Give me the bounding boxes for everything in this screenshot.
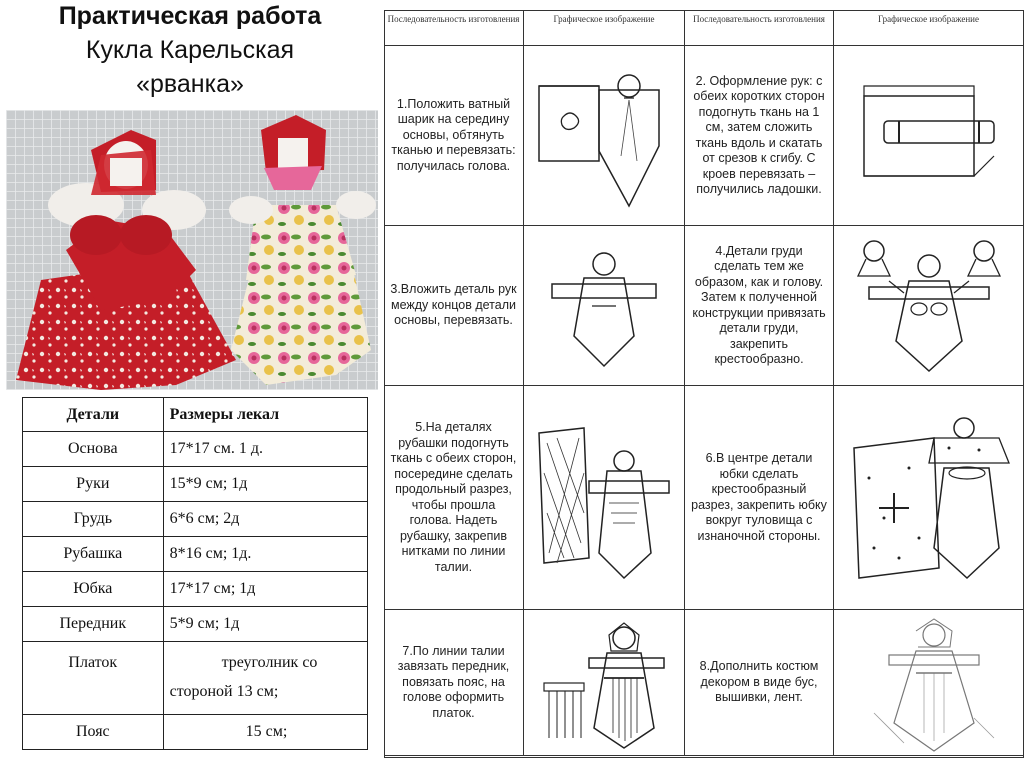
steps-table [384, 10, 1024, 758]
table-row [23, 537, 368, 572]
detail-size: 17*17 см. 1 д. [163, 432, 367, 467]
detail-size-line-2: стороной 13 см; [169, 683, 279, 700]
title-line-2: Кукла Карельская [85, 36, 295, 64]
header-sizes: Размеры лекал [163, 398, 367, 432]
steps-header-image-2: Графическое изображение [834, 10, 1023, 46]
detail-size: 17*17 см; 1д [163, 572, 367, 607]
step-5-text: 5.На деталях рубашки подогнуть ткань с обеих сторон, посередине сделать продольный разрез, чтобы прошла голова. Надеть рубашку, закрепив нитками по линии талии. [384, 386, 524, 610]
table-row [23, 715, 368, 750]
step-8-text: 8.Дополнить костюм декором в виде бус, вышивки, лент. [685, 610, 834, 756]
step-2-illustration [844, 76, 1014, 196]
steps-header-sequence-1: Последовательность изготовления [384, 10, 524, 46]
detail-size: 8*16 см; 1д. [163, 537, 367, 572]
step-6-drawing [834, 386, 1023, 610]
detail-name: Грудь [23, 502, 164, 537]
details-header-row [23, 398, 368, 432]
table-row [23, 642, 368, 715]
step-3-drawing [524, 226, 685, 386]
table-row [23, 572, 368, 607]
step-6-text: 6.В центре детали юбки сделать крестообразный разрез, закрепить юбку вокруг туловища с изнаночной стороны. [685, 386, 834, 610]
step-4-illustration [844, 231, 1014, 381]
detail-name: Основа [23, 432, 164, 467]
table-row [23, 502, 368, 537]
step-2-drawing [834, 46, 1023, 226]
step-5-illustration [529, 413, 679, 583]
steps-header-image-1: Графическое изображение [524, 10, 685, 46]
step-3-text: 3.Вложить деталь рук между концов детали основы, перевязать. [384, 226, 524, 386]
step-2-text: 2. Оформление рук: с обеих коротких сторон подогнуть ткань на 1 см, затем сложить ткань вдоль и скатать от срезов к сгибу. С кроев перевязать – получились ладошки. [685, 46, 834, 226]
step-1-text: 1.Положить ватный шарик на середину основы, обтянуть тканью и перевязать: получилась голова. [384, 46, 524, 226]
dolls-photo [6, 110, 378, 390]
detail-name: Руки [23, 467, 164, 502]
header-details: Детали [23, 398, 164, 432]
step-7-drawing [524, 610, 685, 756]
step-4-text: 4.Детали груди сделать тем же образом, как и голову. Затем к полученной конструкции привязать детали груди, закрепить крестообразно. [685, 226, 834, 386]
detail-name: Рубашка [23, 537, 164, 572]
step-7-illustration [529, 613, 679, 753]
detail-name: Передник [23, 607, 164, 642]
detail-name: Пояс [23, 715, 164, 750]
step-3-illustration [534, 236, 674, 376]
page-title [0, 0, 380, 101]
table-row [23, 467, 368, 502]
step-7-text: 7.По линии талии завязать передник, повязать пояс, на голове оформить платок. [384, 610, 524, 756]
table-row [23, 607, 368, 642]
detail-size: 15*9 см; 1д [163, 467, 367, 502]
step-1-illustration [529, 56, 679, 216]
step-5-drawing [524, 386, 685, 610]
detail-size: 6*6 см; 2д [163, 502, 367, 537]
step-8-drawing [834, 610, 1023, 756]
step-4-drawing [834, 226, 1023, 386]
detail-name: Платок [23, 642, 164, 715]
dolls-photo-illustration [6, 110, 378, 390]
title-line-1: Практическая работа [58, 2, 322, 30]
detail-size: 15 см; [245, 723, 288, 740]
step-8-illustration [844, 613, 1014, 753]
details-table [22, 397, 368, 750]
step-6-illustration [839, 408, 1019, 588]
detail-size [163, 642, 367, 715]
title-line-3: «рванка» [136, 70, 244, 98]
step-1-drawing [524, 46, 685, 226]
detail-size-line-1: треуголник со [221, 654, 318, 671]
table-row [23, 432, 368, 467]
steps-header-sequence-2: Последовательность изготовления [685, 10, 834, 46]
detail-name: Юбка [23, 572, 164, 607]
detail-size: 5*9 см; 1д [163, 607, 367, 642]
